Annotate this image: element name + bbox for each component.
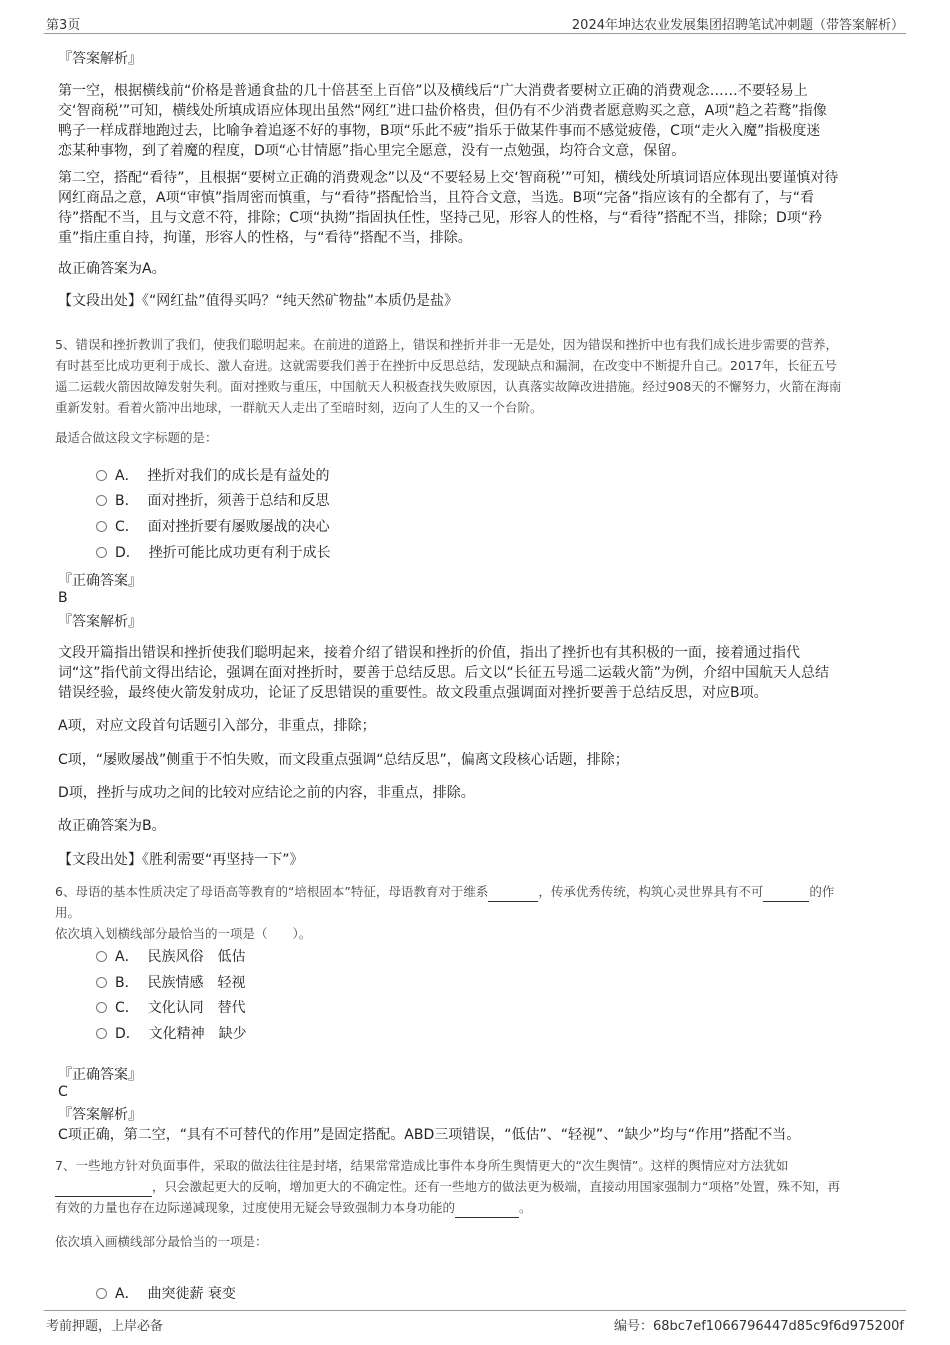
footer-code: 编号：68bc7ef1066796447d85c9f6d975200f bbox=[613, 1319, 904, 1334]
q6-option-a[interactable]: A． 民族风俗 低估 bbox=[96, 946, 245, 966]
q4-source: 【文段出处】《“网红盐”值得买吗？“纯天然矿物盐”本质仍是盐》 bbox=[58, 293, 459, 309]
q5-note-c: C项，“屡败屡战”侧重于不怕失败，而文段重点强调“总结反思”，偏离文段核心话题，排除； bbox=[58, 752, 629, 768]
q6-answer: C bbox=[58, 1084, 68, 1100]
q7-option-a[interactable]: A． 曲突徙薪 衰变 bbox=[96, 1283, 236, 1303]
footer-slogan: 考前押题，上岸必备 bbox=[46, 1319, 164, 1334]
radio-icon[interactable] bbox=[96, 521, 107, 532]
q5-option-c[interactable]: C． 面对挫折要有屡败屡战的决心 bbox=[96, 516, 330, 536]
footer-divider bbox=[44, 1310, 906, 1311]
q4-analysis-paragraph-2: 第二空，搭配“看待”，且根据“要树立正确的消费观念”以及“不要轻易上交‘智商税’”可知，横线处所填词语应体现出要谨慎对待 网红商品之意，A项“审慎”指周密而慎重，与“看待”搭配恰当，且符合文意，当选。B项“完备”指应该有的全都有了，与“看 待”搭配不当，且与文意不符，排除；C项“执拗”指固执任性，坚持己见，形容人的性格，与“看待”搭配不当，排除；D项“矜 重”指庄重自持，拘谨，形容人的性格，与“看待”搭配不当，排除。 bbox=[58, 170, 839, 246]
q4-analysis-label: 『答案解析』 bbox=[58, 51, 142, 67]
q5-answer-label: 『正确答案』 bbox=[58, 573, 142, 589]
q5-option-b[interactable]: B． 面对挫折，须善于总结和反思 bbox=[96, 490, 330, 510]
q5-note-a: A项，对应文段首句话题引入部分，非重点，排除； bbox=[58, 718, 376, 734]
q7-stem: 7、一些地方针对负面事件，采取的做法往往是封堵，结果常常造成比事件本身所生舆情更大的“次生舆情”。这样的舆情应对方法犹如 ，只会激起更大的反响，增加更大的不确定性。还有一些地方的做法更为极端，直接动用国家强制力“项格”处置，殊不知，再 有效的力量也存在边际递减现象，过度使用无疑会导致强制力本身功能的 。 bbox=[55, 1155, 900, 1218]
page-number: 第3页 bbox=[46, 18, 81, 33]
blank-line bbox=[455, 1203, 519, 1218]
blank-line bbox=[55, 1182, 152, 1197]
q5-source: 【文段出处】《胜利需要“再坚持一下”》 bbox=[58, 852, 304, 868]
blank-line bbox=[763, 887, 809, 902]
radio-icon[interactable] bbox=[96, 1288, 107, 1299]
q5-analysis-label: 『答案解析』 bbox=[58, 614, 142, 630]
radio-icon[interactable] bbox=[96, 495, 107, 506]
q4-conclusion: 故正确答案为A。 bbox=[58, 261, 166, 277]
q7-prompt: 依次填入画横线部分最恰当的一项是： bbox=[55, 1234, 268, 1249]
q6-analysis: C项正确，第二空，“具有不可替代的作用”是固定搭配。ABD三项错误，“低估”、“轻视”、“缺少”均与“作用”搭配不当。 bbox=[58, 1127, 801, 1143]
radio-icon[interactable] bbox=[96, 977, 107, 988]
q6-analysis-label: 『答案解析』 bbox=[58, 1107, 142, 1123]
q5-stem: 5、错误和挫折教训了我们，使我们聪明起来。在前进的道路上，错误和挫折并非一无是处，因为错误和挫折中也有我们成长进步需要的营养， 有时甚至比成功更利于成长、激人奋进。这就需要我们善于在挫折中反思总结，发现缺点和漏洞，在改变中不断提升自己。2017年，长征五号 遥二运载火箭因故障发射失利。面对挫败与重压，中国航天人积极查找失败原因，认真落实故障改进措施。经过908天的不懈努力，火箭在海南 重新发射。看着火箭冲出地球，一群航天人走出了至暗时刻，迈向了人生的又一个台阶。 bbox=[55, 337, 842, 415]
q5-option-a[interactable]: A． 挫折对我们的成长是有益处的 bbox=[96, 465, 329, 485]
q6-option-d[interactable]: D． 文化精神 缺少 bbox=[96, 1023, 247, 1043]
q5-analysis: 文段开篇指出错误和挫折使我们聪明起来，接着介绍了错误和挫折的价值，指出了挫折也有其积极的一面，接着通过指代 词“这”指代前文得出结论，强调在面对挫折时，要善于总结反思。后文以“长征五号遥二运载火箭”为例，介绍中国航天人总结 错误经验，最终使火箭发射成功，论证了反思错误的重要性。故文段重点强调面对挫折要善于总结反思，对应B项。 bbox=[58, 645, 830, 701]
radio-icon[interactable] bbox=[96, 470, 107, 481]
q5-option-d[interactable]: D． 挫折可能比成功更有利于成长 bbox=[96, 542, 331, 562]
q6-stem: 6、母语的基本性质决定了母语高等教育的“培根固本”特征，母语教育对于维系 ，传承优秀传统，构筑心灵世界具有不可 的作 用。 依次填入划横线部分最恰当的一项是（ ）。 bbox=[55, 884, 835, 941]
document-title: 2024年坤达农业发展集团招聘笔试冲刺题（带答案解析） bbox=[571, 18, 904, 33]
q6-option-b[interactable]: B． 民族情感 轻视 bbox=[96, 972, 246, 992]
q5-answer: B bbox=[58, 590, 68, 606]
q5-prompt: 最适合做这段文字标题的是： bbox=[55, 430, 218, 445]
radio-icon[interactable] bbox=[96, 1002, 107, 1013]
q4-analysis-paragraph-1: 第一空，根据横线前“价格是普通食盐的几十倍甚至上百倍”以及横线后“广大消费者要树立正确的消费观念……不要轻易上 交‘智商税’”可知，横线处所填成语应体现出虽然“网红”进口盐价格贵，但仍有不少消费者愿意购买之意，A项“趋之若鹜”指像 鸭子一样成群地跑过去，比喻争着追逐不好的事物，B项“乐此不疲”指乐于做某件事而不感觉疲倦，C项“走火入魔”指极度迷 恋某种事物，到了着魔的程度，D项“心甘情愿”指心里完全愿意，没有一点勉强，均符合文意，保留。 bbox=[58, 83, 827, 159]
q6-answer-label: 『正确答案』 bbox=[58, 1067, 142, 1083]
radio-icon[interactable] bbox=[96, 951, 107, 962]
radio-icon[interactable] bbox=[96, 547, 107, 558]
radio-icon[interactable] bbox=[96, 1028, 107, 1039]
q5-note-d: D项，挫折与成功之间的比较对应结论之前的内容，非重点，排除。 bbox=[58, 785, 475, 801]
q6-option-c[interactable]: C． 文化认同 替代 bbox=[96, 997, 246, 1017]
blank-line bbox=[488, 887, 538, 902]
header-divider bbox=[44, 33, 906, 34]
q5-conclusion: 故正确答案为B。 bbox=[58, 818, 166, 834]
